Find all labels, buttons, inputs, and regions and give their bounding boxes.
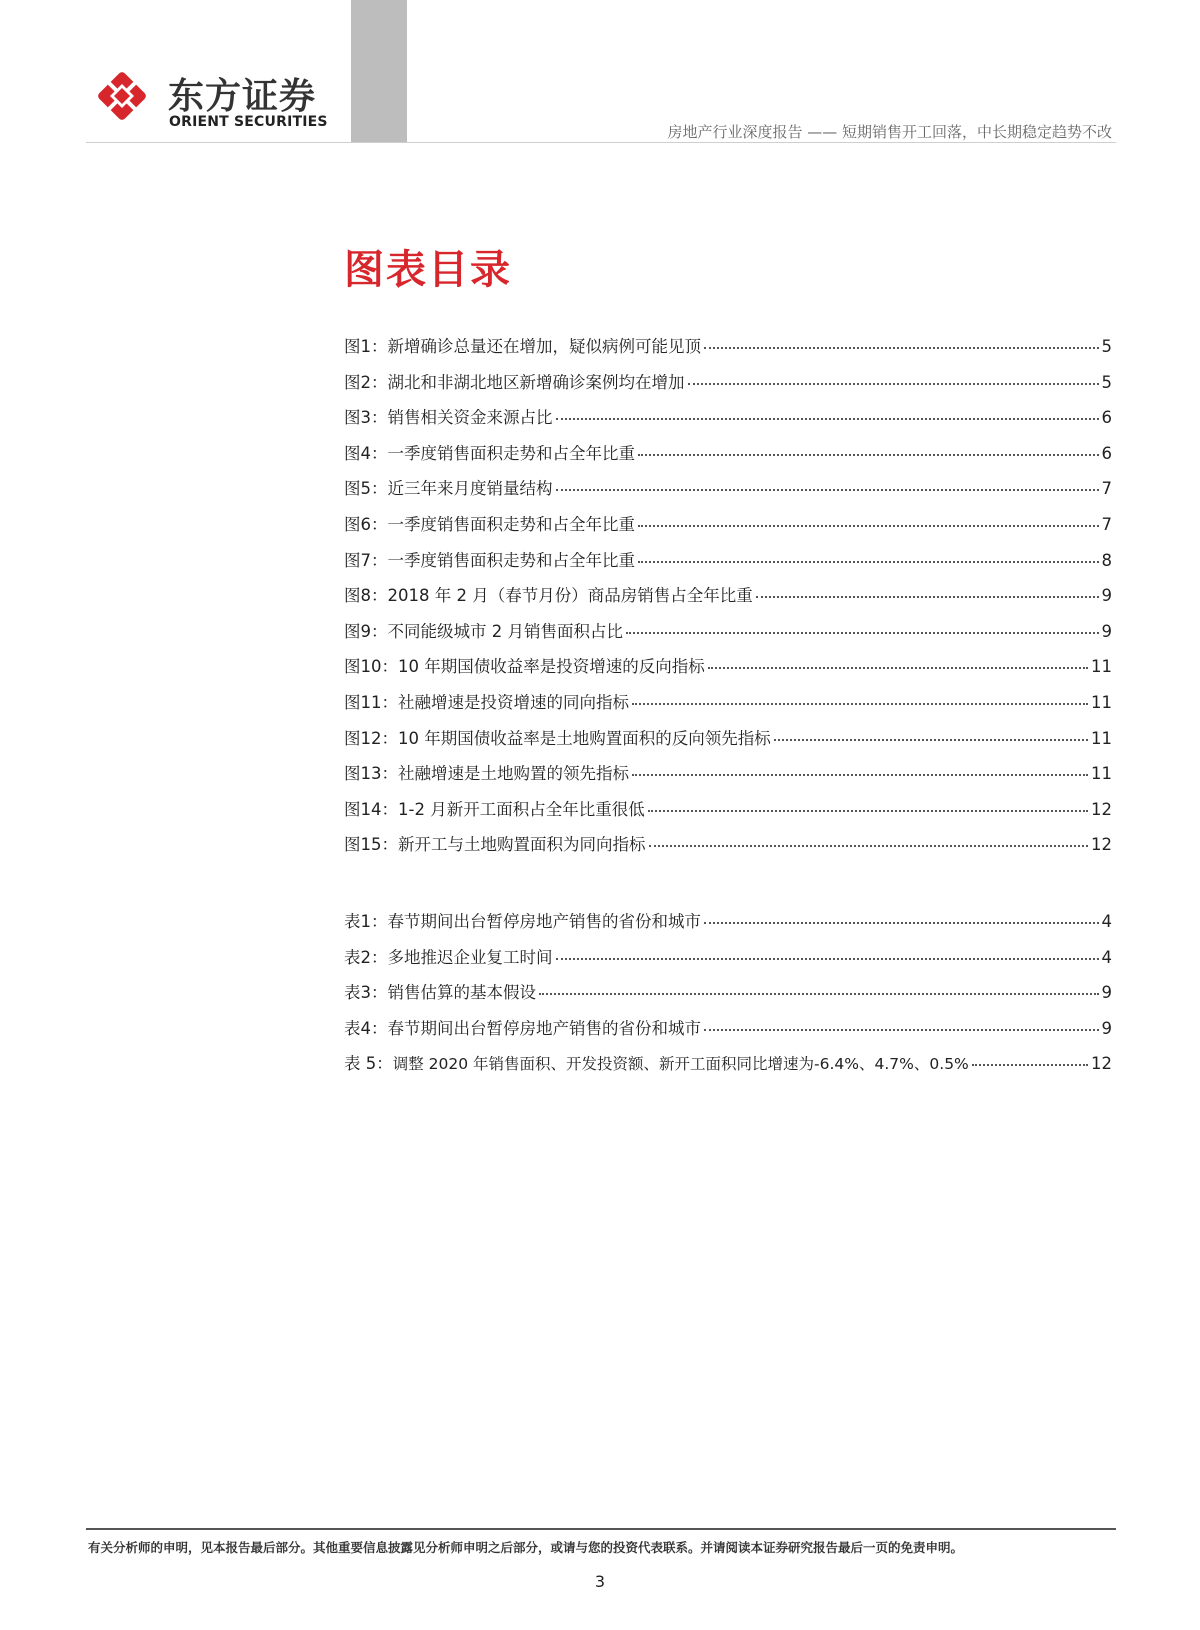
toc-entry-title: 新增确诊总量还在增加，疑似病例可能见顶 [387,337,701,356]
toc-entry-title: 一季度销售面积走势和占全年比重 [387,550,635,570]
toc-entry-title: 10 年期国债收益率是投资增速的反向指标 [398,657,705,677]
toc-entry-page: 12 [1091,835,1112,855]
dot-leader [556,489,1099,491]
toc-entry-table-2[interactable]: 表2 ： 多地推迟企业复工时间 4 [344,944,1112,980]
toc-entry-title: 调整 2020 年销售面积、开发投资额、新开工面积同比增速为-6.4%、4.7%、0.5% [392,1055,969,1074]
toc-entry-title: 2018 年 2 月（春节月份）商品房销售占全年比重 [387,586,753,606]
toc-entry-page: 12 [1091,799,1112,819]
toc-entry-figure-2[interactable]: 图2 ： 湖北和非湖北地区新增确诊案例均在增加 5 [344,369,1112,405]
figure-list [344,333,1112,867]
toc-entry-page: 5 [1101,337,1112,356]
dot-leader [556,418,1099,420]
toc-entry-title: 湖北和非湖北地区新增确诊案例均在增加 [387,372,685,392]
toc-entry-title: 多地推迟企业复工时间 [387,947,553,967]
toc-entry-figure-13[interactable]: 图13 ： 社融增速是土地购置的领先指标 11 [344,760,1112,796]
toc-entry-figure-6[interactable]: 图6 ： 一季度销售面积走势和占全年比重 7 [344,511,1112,547]
dot-leader [626,632,1099,634]
orient-securities-logo-icon [88,62,156,130]
toc-entry-title: 春节期间出台暂停房地产销售的省份和城市 [387,912,701,931]
toc-entry-title: 社融增速是土地购置的领先指标 [398,764,629,784]
page-title: 图表目录 [344,247,512,293]
toc-entry-number: 图8 [344,586,371,606]
dot-leader [704,347,1099,349]
dot-leader [638,525,1099,527]
toc-entry-title: 销售估算的基本假设 [387,983,536,1003]
toc-entry-title: 一季度销售面积走势和占全年比重 [387,514,635,534]
dot-leader [708,667,1088,669]
toc-entry-page: 4 [1101,912,1112,931]
toc-entry-number: 图5 [344,479,371,499]
table-list [344,908,1112,1086]
toc-entry-figure-1[interactable]: 图1 ： 新增确诊总量还在增加，疑似病例可能见顶 5 [344,333,1112,369]
toc-entry-number: 图9 [344,621,371,641]
footer-disclaimer: 有关分析师的申明，见本报告最后部分。其他重要信息披露见分析师申明之后部分，或请与您的投资代表联系。并请阅读本证券研究报告最后一页的免责申明。 [88,1540,964,1555]
toc-entry-number: 图10 [344,657,382,677]
toc-entry-number: 表4 [344,1018,371,1038]
header-divider [86,142,1116,143]
toc-entry-table-5[interactable]: 表 5 ： 调整 2020 年销售面积、开发投资额、新开工面积同比增速为-6.4%、4.7%、0.5% 12 [344,1050,1112,1086]
toc-entry-number: 图15 [344,835,382,855]
toc-entry-figure-7[interactable]: 图7 ： 一季度销售面积走势和占全年比重 8 [344,547,1112,583]
toc-entry-page: 6 [1101,408,1112,428]
dot-leader [704,1029,1099,1031]
toc-entry-figure-11[interactable]: 图11 ： 社融增速是投资增速的同向指标 11 [344,689,1112,725]
toc-entry-title: 销售相关资金来源占比 [387,408,553,428]
toc-entry-figure-3[interactable]: 图3 ： 销售相关资金来源占比 6 [344,404,1112,440]
toc-entry-page: 8 [1101,550,1112,570]
page-number: 3 [594,1572,606,1591]
toc-entry-figure-10[interactable]: 图10 ： 10 年期国债收益率是投资增速的反向指标 11 [344,653,1112,689]
toc-entry-number: 图3 [344,408,371,428]
toc-entry-number: 图1 [344,337,371,356]
toc-entry-page: 9 [1101,621,1112,641]
toc-entry-number: 图14 [344,799,382,819]
toc-entry-table-3[interactable]: 表3 ： 销售估算的基本假设 9 [344,979,1112,1015]
toc-entry-number: 图11 [344,692,382,712]
dot-leader [648,810,1088,812]
toc-entry-page: 6 [1101,443,1112,463]
toc-entry-page: 4 [1101,947,1112,967]
toc-entry-page: 5 [1101,372,1112,392]
toc-entry-number: 图6 [344,514,371,534]
logo-chinese-name: 东方证券 [168,76,317,117]
toc-entry-title: 一季度销售面积走势和占全年比重 [387,443,635,463]
toc-entry-page: 11 [1091,692,1112,712]
dot-leader [972,1064,1088,1066]
dot-leader [704,922,1099,924]
toc-entry-number: 表3 [344,983,371,1003]
dot-leader [649,845,1089,847]
report-title: 房地产行业深度报告 —— 短期销售开工回落，中长期稳定趋势不改 [667,123,1112,141]
toc-entry-number: 图7 [344,550,371,570]
dot-leader [756,596,1099,598]
toc-entry-title: 新开工与土地购置面积为同向指标 [398,835,646,855]
toc-entry-title: 近三年来月度销量结构 [387,479,553,499]
dot-leader [632,774,1088,776]
toc-entry-page: 9 [1101,586,1112,606]
toc-entry-page: 11 [1091,728,1112,748]
toc-entry-figure-5[interactable]: 图5 ： 近三年来月度销量结构 7 [344,475,1112,511]
toc-entry-figure-8[interactable]: 图8 ： 2018 年 2 月（春节月份）商品房销售占全年比重 9 [344,582,1112,618]
toc-entry-table-1[interactable]: 表1 ： 春节期间出台暂停房地产销售的省份和城市 4 [344,908,1112,944]
toc-entry-figure-15[interactable]: 图15 ： 新开工与土地购置面积为同向指标 12 [344,831,1112,867]
toc-entry-table-4[interactable]: 表4 ： 春节期间出台暂停房地产销售的省份和城市 9 [344,1015,1112,1051]
toc-entry-number: 图4 [344,443,371,463]
toc-entry-number: 表2 [344,947,371,967]
toc-entry-page: 11 [1091,657,1112,677]
company-logo [88,62,428,138]
dot-leader [774,739,1088,741]
toc-entry-title: 不同能级城市 2 月销售面积占比 [387,621,623,641]
toc-entry-page: 12 [1091,1054,1112,1074]
toc-entry-number: 图2 [344,372,371,392]
toc-entry-page: 11 [1091,764,1112,784]
toc-entry-title: 1-2 月新开工面积占全年比重很低 [398,799,645,819]
toc-entry-title: 春节期间出台暂停房地产销售的省份和城市 [387,1018,701,1038]
dot-leader [638,561,1099,563]
toc-entry-figure-9[interactable]: 图9 ： 不同能级城市 2 月销售面积占比 9 [344,618,1112,654]
toc-entry-number: 表 5 [344,1054,377,1074]
toc-entry-number: 表1 [344,912,371,931]
toc-entry-number: 图12 [344,728,382,748]
dot-leader [539,993,1099,995]
toc-entry-page: 7 [1101,479,1112,499]
dot-leader [556,958,1099,960]
logo-english-name: ORIENT SECURITIES [169,114,328,130]
dot-leader [688,383,1099,385]
toc-entry-title: 10 年期国债收益率是土地购置面积的反向领先指标 [398,728,771,748]
dot-leader [632,703,1088,705]
toc-entry-title: 社融增速是投资增速的同向指标 [398,692,629,712]
dot-leader [638,454,1099,456]
toc-entry-page: 9 [1101,983,1112,1003]
footer-divider [86,1528,1116,1530]
toc-entry-figure-14[interactable]: 图14 ： 1-2 月新开工面积占全年比重很低 12 [344,796,1112,832]
toc-entry-page: 9 [1101,1018,1112,1038]
toc-entry-figure-12[interactable]: 图12 ： 10 年期国债收益率是土地购置面积的反向领先指标 11 [344,725,1112,761]
toc-entry-page: 7 [1101,514,1112,534]
toc-entry-figure-4[interactable]: 图4 ： 一季度销售面积走势和占全年比重 6 [344,440,1112,476]
toc-entry-number: 图13 [344,764,382,784]
